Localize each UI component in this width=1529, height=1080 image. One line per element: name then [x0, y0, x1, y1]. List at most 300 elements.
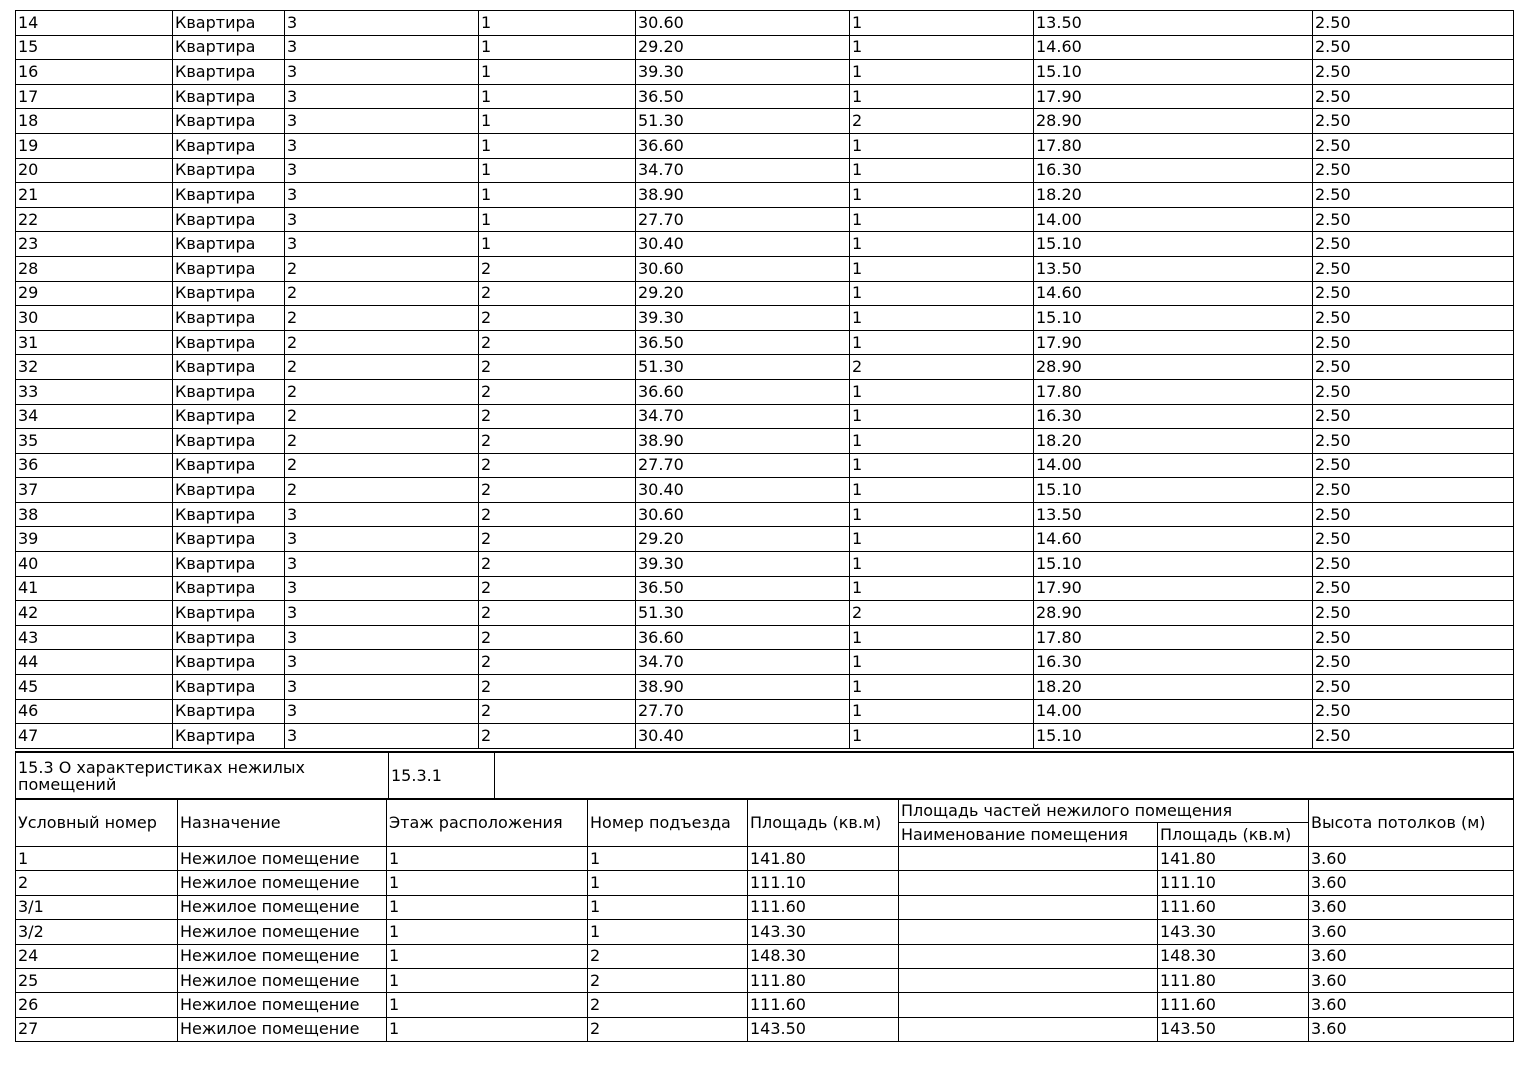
- table-cell: 111.60: [748, 993, 899, 1017]
- nonresidential-header-row: [16, 799, 1514, 823]
- table-cell: 111.60: [1158, 993, 1309, 1017]
- table-cell: 2.50: [1313, 109, 1514, 134]
- table-cell: 51.30: [636, 109, 850, 134]
- table-cell: 30.60: [636, 11, 850, 36]
- table-row: [16, 552, 1514, 577]
- table-cell: 1: [588, 895, 748, 919]
- table-cell: 3: [285, 625, 479, 650]
- table-row: [16, 281, 1514, 306]
- table-row: [16, 183, 1514, 208]
- table-cell: 143.50: [1158, 1017, 1309, 1041]
- table-cell: 24: [16, 944, 178, 968]
- table-cell: 111.10: [1158, 871, 1309, 895]
- table-cell: Квартира: [173, 256, 285, 281]
- table-cell: 18.20: [1034, 183, 1313, 208]
- table-cell: 3: [285, 576, 479, 601]
- table-cell: [899, 847, 1158, 871]
- table-cell: Квартира: [173, 552, 285, 577]
- table-cell: 39.30: [636, 306, 850, 331]
- table-cell: Квартира: [173, 675, 285, 700]
- table-cell: 46: [16, 699, 173, 724]
- table-cell: Нежилое помещение: [178, 1017, 387, 1041]
- table-cell: 14.00: [1034, 699, 1313, 724]
- header-floor: Этаж расположения: [387, 799, 588, 847]
- table-cell: 2: [479, 576, 636, 601]
- table-cell: 3: [285, 675, 479, 700]
- table-row: [16, 993, 1514, 1017]
- table-cell: 1: [387, 847, 588, 871]
- table-cell: 16.30: [1034, 158, 1313, 183]
- table-cell: Квартира: [173, 404, 285, 429]
- table-cell: Квартира: [173, 35, 285, 60]
- table-cell: 34.70: [636, 404, 850, 429]
- table-cell: 2.50: [1313, 35, 1514, 60]
- table-cell: 1: [479, 232, 636, 257]
- table-cell: 1: [850, 429, 1034, 454]
- table-cell: 2: [285, 306, 479, 331]
- table-row: [16, 379, 1514, 404]
- table-cell: Нежилое помещение: [178, 871, 387, 895]
- table-cell: 1: [588, 871, 748, 895]
- table-cell: 3.60: [1309, 1017, 1514, 1041]
- table-cell: 1: [16, 847, 178, 871]
- table-cell: 148.30: [1158, 944, 1309, 968]
- table-cell: [899, 1017, 1158, 1041]
- table-cell: 2.50: [1313, 404, 1514, 429]
- table-cell: 17.80: [1034, 625, 1313, 650]
- table-cell: 2: [285, 379, 479, 404]
- table-cell: 36: [16, 453, 173, 478]
- table-cell: 3: [285, 84, 479, 109]
- section-header-row: [16, 752, 1514, 799]
- table-cell: 2: [285, 355, 479, 380]
- table-cell: Квартира: [173, 527, 285, 552]
- table-cell: 1: [479, 109, 636, 134]
- table-cell: 15: [16, 35, 173, 60]
- table-cell: 29.20: [636, 281, 850, 306]
- table-cell: 28.90: [1034, 355, 1313, 380]
- table-cell: 1: [387, 920, 588, 944]
- table-cell: Квартира: [173, 11, 285, 36]
- table-cell: Квартира: [173, 183, 285, 208]
- table-cell: 2: [479, 527, 636, 552]
- table-cell: 2: [479, 601, 636, 626]
- table-cell: 27.70: [636, 207, 850, 232]
- table-cell: 2.50: [1313, 183, 1514, 208]
- table-cell: 14.00: [1034, 207, 1313, 232]
- table-cell: 2: [479, 552, 636, 577]
- table-cell: 3.60: [1309, 920, 1514, 944]
- table-cell: 14.60: [1034, 35, 1313, 60]
- header-parts: Площадь частей нежилого помещения: [899, 799, 1309, 823]
- table-cell: 2: [479, 675, 636, 700]
- table-row: [16, 355, 1514, 380]
- table-cell: 1: [850, 625, 1034, 650]
- table-cell: 1: [850, 675, 1034, 700]
- table-cell: 36.50: [636, 84, 850, 109]
- table-cell: 2: [479, 379, 636, 404]
- table-cell: 1: [387, 993, 588, 1017]
- table-cell: 143.30: [1158, 920, 1309, 944]
- table-cell: 21: [16, 183, 173, 208]
- table-row: [16, 527, 1514, 552]
- table-row: [16, 1017, 1514, 1041]
- table-cell: 2: [285, 478, 479, 503]
- table-cell: 51.30: [636, 355, 850, 380]
- table-cell: 3: [285, 35, 479, 60]
- table-cell: 2: [285, 453, 479, 478]
- table-cell: 26: [16, 993, 178, 1017]
- table-cell: 2.50: [1313, 478, 1514, 503]
- table-cell: 2: [479, 478, 636, 503]
- table-cell: 30.60: [636, 256, 850, 281]
- table-cell: Квартира: [173, 576, 285, 601]
- table-row: [16, 502, 1514, 527]
- table-cell: 2: [285, 330, 479, 355]
- table-cell: Квартира: [173, 478, 285, 503]
- table-cell: 111.80: [748, 968, 899, 992]
- table-cell: Квартира: [173, 60, 285, 85]
- table-cell: 32: [16, 355, 173, 380]
- table-row: [16, 60, 1514, 85]
- table-cell: 15.10: [1034, 232, 1313, 257]
- table-cell: 13.50: [1034, 11, 1313, 36]
- table-cell: Нежилое помещение: [178, 993, 387, 1017]
- table-cell: Квартира: [173, 133, 285, 158]
- apartments-table: [15, 10, 1514, 749]
- table-cell: 2.50: [1313, 379, 1514, 404]
- table-cell: Квартира: [173, 232, 285, 257]
- table-cell: 34: [16, 404, 173, 429]
- apartments-table-body: [16, 11, 1514, 749]
- table-row: [16, 576, 1514, 601]
- table-cell: 1: [479, 11, 636, 36]
- table-cell: Квартира: [173, 724, 285, 749]
- table-cell: 3: [285, 650, 479, 675]
- table-cell: 36.60: [636, 625, 850, 650]
- table-cell: 2: [588, 944, 748, 968]
- table-cell: 2: [850, 109, 1034, 134]
- table-cell: 39.30: [636, 552, 850, 577]
- table-cell: 3/2: [16, 920, 178, 944]
- table-row: [16, 11, 1514, 36]
- table-cell: 1: [479, 84, 636, 109]
- table-cell: 2: [850, 601, 1034, 626]
- table-cell: 111.60: [1158, 895, 1309, 919]
- table-cell: [899, 968, 1158, 992]
- table-cell: 2: [285, 256, 479, 281]
- table-cell: 23: [16, 232, 173, 257]
- table-cell: 1: [850, 281, 1034, 306]
- table-row: [16, 158, 1514, 183]
- table-cell: 2.50: [1313, 625, 1514, 650]
- table-cell: 30.40: [636, 232, 850, 257]
- table-cell: 1: [387, 871, 588, 895]
- table-row: [16, 601, 1514, 626]
- table-cell: 14.00: [1034, 453, 1313, 478]
- table-cell: 16.30: [1034, 650, 1313, 675]
- table-cell: 17.80: [1034, 379, 1313, 404]
- table-cell: 29: [16, 281, 173, 306]
- table-cell: 3: [285, 109, 479, 134]
- table-cell: 141.80: [748, 847, 899, 871]
- table-cell: 1: [850, 256, 1034, 281]
- table-cell: 1: [850, 576, 1034, 601]
- table-cell: 18.20: [1034, 429, 1313, 454]
- table-row: [16, 625, 1514, 650]
- table-row: [16, 871, 1514, 895]
- table-cell: 1: [850, 699, 1034, 724]
- table-cell: 2.50: [1313, 429, 1514, 454]
- table-cell: 30.60: [636, 502, 850, 527]
- table-cell: 3.60: [1309, 895, 1514, 919]
- table-cell: 45: [16, 675, 173, 700]
- table-cell: 17.90: [1034, 330, 1313, 355]
- table-cell: 33: [16, 379, 173, 404]
- table-cell: Нежилое помещение: [178, 920, 387, 944]
- table-cell: 2.50: [1313, 330, 1514, 355]
- table-cell: 1: [479, 35, 636, 60]
- table-cell: Квартира: [173, 502, 285, 527]
- table-cell: Квартира: [173, 625, 285, 650]
- table-row: [16, 724, 1514, 749]
- table-cell: 1: [850, 158, 1034, 183]
- table-cell: 2: [479, 256, 636, 281]
- table-cell: 19: [16, 133, 173, 158]
- table-cell: 143.30: [748, 920, 899, 944]
- table-cell: 2.50: [1313, 724, 1514, 749]
- table-row: [16, 650, 1514, 675]
- table-row: [16, 109, 1514, 134]
- table-cell: 3: [285, 133, 479, 158]
- table-cell: Квартира: [173, 281, 285, 306]
- table-cell: Квартира: [173, 699, 285, 724]
- table-cell: 15.10: [1034, 552, 1313, 577]
- table-cell: 2: [479, 429, 636, 454]
- table-cell: 29.20: [636, 35, 850, 60]
- table-cell: 1: [850, 183, 1034, 208]
- section-title: 15.3 О характеристиках нежилых помещений: [16, 752, 389, 799]
- table-row: [16, 207, 1514, 232]
- table-cell: 2: [479, 724, 636, 749]
- table-cell: 3.60: [1309, 847, 1514, 871]
- table-cell: 13.50: [1034, 502, 1313, 527]
- table-cell: 30.40: [636, 724, 850, 749]
- table-cell: 1: [850, 453, 1034, 478]
- table-cell: 3: [285, 502, 479, 527]
- table-cell: 2: [479, 306, 636, 331]
- table-cell: 1: [479, 207, 636, 232]
- table-cell: 111.10: [748, 871, 899, 895]
- table-cell: 1: [479, 183, 636, 208]
- table-cell: 1: [387, 944, 588, 968]
- table-cell: 2.50: [1313, 355, 1514, 380]
- table-cell: Квартира: [173, 379, 285, 404]
- table-cell: 38.90: [636, 429, 850, 454]
- table-cell: 2.50: [1313, 675, 1514, 700]
- table-cell: 1: [479, 158, 636, 183]
- table-cell: 2: [479, 699, 636, 724]
- table-cell: 38.90: [636, 675, 850, 700]
- header-entrance: Номер подъезда: [588, 799, 748, 847]
- table-cell: 3: [285, 232, 479, 257]
- table-cell: 47: [16, 724, 173, 749]
- table-row: [16, 699, 1514, 724]
- table-cell: 2.50: [1313, 256, 1514, 281]
- table-cell: 2: [285, 281, 479, 306]
- table-cell: 1: [588, 847, 748, 871]
- table-cell: 2.50: [1313, 453, 1514, 478]
- table-cell: [899, 993, 1158, 1017]
- table-row: [16, 429, 1514, 454]
- table-cell: 42: [16, 601, 173, 626]
- table-row: [16, 35, 1514, 60]
- header-part-name: Наименование помещения: [899, 823, 1158, 847]
- table-cell: 111.60: [748, 895, 899, 919]
- table-cell: 1: [850, 232, 1034, 257]
- table-cell: 16: [16, 60, 173, 85]
- table-cell: 2.50: [1313, 527, 1514, 552]
- table-cell: 29.20: [636, 527, 850, 552]
- table-cell: 2: [479, 404, 636, 429]
- header-purpose: Назначение: [178, 799, 387, 847]
- table-cell: 14: [16, 11, 173, 36]
- table-cell: Квартира: [173, 650, 285, 675]
- table-cell: 41: [16, 576, 173, 601]
- table-cell: 13.50: [1034, 256, 1313, 281]
- table-cell: 2.50: [1313, 306, 1514, 331]
- table-cell: 141.80: [1158, 847, 1309, 871]
- table-cell: 15.10: [1034, 60, 1313, 85]
- table-cell: 36.60: [636, 379, 850, 404]
- table-cell: 1: [588, 920, 748, 944]
- table-cell: 1: [850, 330, 1034, 355]
- table-cell: 15.10: [1034, 478, 1313, 503]
- table-cell: 14.60: [1034, 527, 1313, 552]
- table-cell: 36.60: [636, 133, 850, 158]
- table-cell: 3: [285, 601, 479, 626]
- table-cell: 3: [285, 158, 479, 183]
- table-row: [16, 256, 1514, 281]
- table-cell: 2: [588, 993, 748, 1017]
- header-number: Условный номер: [16, 799, 178, 847]
- table-cell: 17.90: [1034, 576, 1313, 601]
- table-cell: [899, 895, 1158, 919]
- table-row: [16, 232, 1514, 257]
- table-cell: 2.50: [1313, 699, 1514, 724]
- table-cell: 39.30: [636, 60, 850, 85]
- table-cell: 37: [16, 478, 173, 503]
- nonresidential-table-body: [16, 847, 1514, 1042]
- table-cell: 111.80: [1158, 968, 1309, 992]
- table-cell: 143.50: [748, 1017, 899, 1041]
- table-cell: 25: [16, 968, 178, 992]
- table-cell: 2.50: [1313, 552, 1514, 577]
- table-cell: 30.40: [636, 478, 850, 503]
- table-cell: 2.50: [1313, 84, 1514, 109]
- table-cell: 22: [16, 207, 173, 232]
- table-row: [16, 675, 1514, 700]
- header-ceiling: Высота потолков (м): [1309, 799, 1514, 847]
- section-blank-cell: [495, 752, 1514, 799]
- table-cell: 3: [285, 207, 479, 232]
- table-cell: 14.60: [1034, 281, 1313, 306]
- nonresidential-table: [15, 798, 1514, 1042]
- table-cell: 3.60: [1309, 871, 1514, 895]
- table-cell: 1: [387, 895, 588, 919]
- table-cell: 1: [850, 84, 1034, 109]
- table-cell: 15.10: [1034, 306, 1313, 331]
- table-row: [16, 478, 1514, 503]
- table-cell: 38.90: [636, 183, 850, 208]
- table-cell: Квартира: [173, 330, 285, 355]
- table-cell: 2.50: [1313, 207, 1514, 232]
- table-cell: 18: [16, 109, 173, 134]
- table-cell: 44: [16, 650, 173, 675]
- table-cell: Нежилое помещение: [178, 968, 387, 992]
- table-cell: 3: [285, 699, 479, 724]
- table-cell: Квартира: [173, 601, 285, 626]
- table-cell: Квартира: [173, 158, 285, 183]
- table-cell: 27.70: [636, 453, 850, 478]
- table-cell: Квартира: [173, 109, 285, 134]
- table-row: [16, 404, 1514, 429]
- table-cell: [899, 920, 1158, 944]
- table-cell: Квартира: [173, 429, 285, 454]
- table-cell: 1: [479, 133, 636, 158]
- table-cell: 2: [285, 404, 479, 429]
- table-cell: 1: [850, 306, 1034, 331]
- table-row: [16, 847, 1514, 871]
- table-cell: 15.10: [1034, 724, 1313, 749]
- table-cell: 20: [16, 158, 173, 183]
- table-cell: Квартира: [173, 207, 285, 232]
- table-cell: 3: [285, 60, 479, 85]
- table-cell: Квартира: [173, 453, 285, 478]
- table-cell: [899, 871, 1158, 895]
- table-cell: 2: [479, 502, 636, 527]
- table-cell: 1: [850, 552, 1034, 577]
- table-cell: 2.50: [1313, 11, 1514, 36]
- table-row: [16, 944, 1514, 968]
- table-cell: 1: [850, 133, 1034, 158]
- table-cell: 17.80: [1034, 133, 1313, 158]
- table-cell: 36.50: [636, 576, 850, 601]
- table-row: [16, 133, 1514, 158]
- table-cell: 2: [850, 355, 1034, 380]
- table-cell: 34.70: [636, 650, 850, 675]
- section-code: 15.3.1: [389, 752, 495, 799]
- table-cell: 2: [16, 871, 178, 895]
- table-row: [16, 330, 1514, 355]
- table-cell: 2.50: [1313, 158, 1514, 183]
- table-cell: 1: [850, 478, 1034, 503]
- table-cell: 3: [285, 183, 479, 208]
- table-cell: 1: [850, 35, 1034, 60]
- table-cell: 27: [16, 1017, 178, 1041]
- table-row: [16, 306, 1514, 331]
- table-cell: 2: [479, 650, 636, 675]
- table-row: [16, 968, 1514, 992]
- table-cell: 1: [387, 968, 588, 992]
- table-cell: 39: [16, 527, 173, 552]
- table-cell: 2.50: [1313, 133, 1514, 158]
- table-cell: 1: [850, 502, 1034, 527]
- table-cell: 2.50: [1313, 281, 1514, 306]
- table-cell: Квартира: [173, 355, 285, 380]
- table-cell: 28: [16, 256, 173, 281]
- table-cell: 3.60: [1309, 993, 1514, 1017]
